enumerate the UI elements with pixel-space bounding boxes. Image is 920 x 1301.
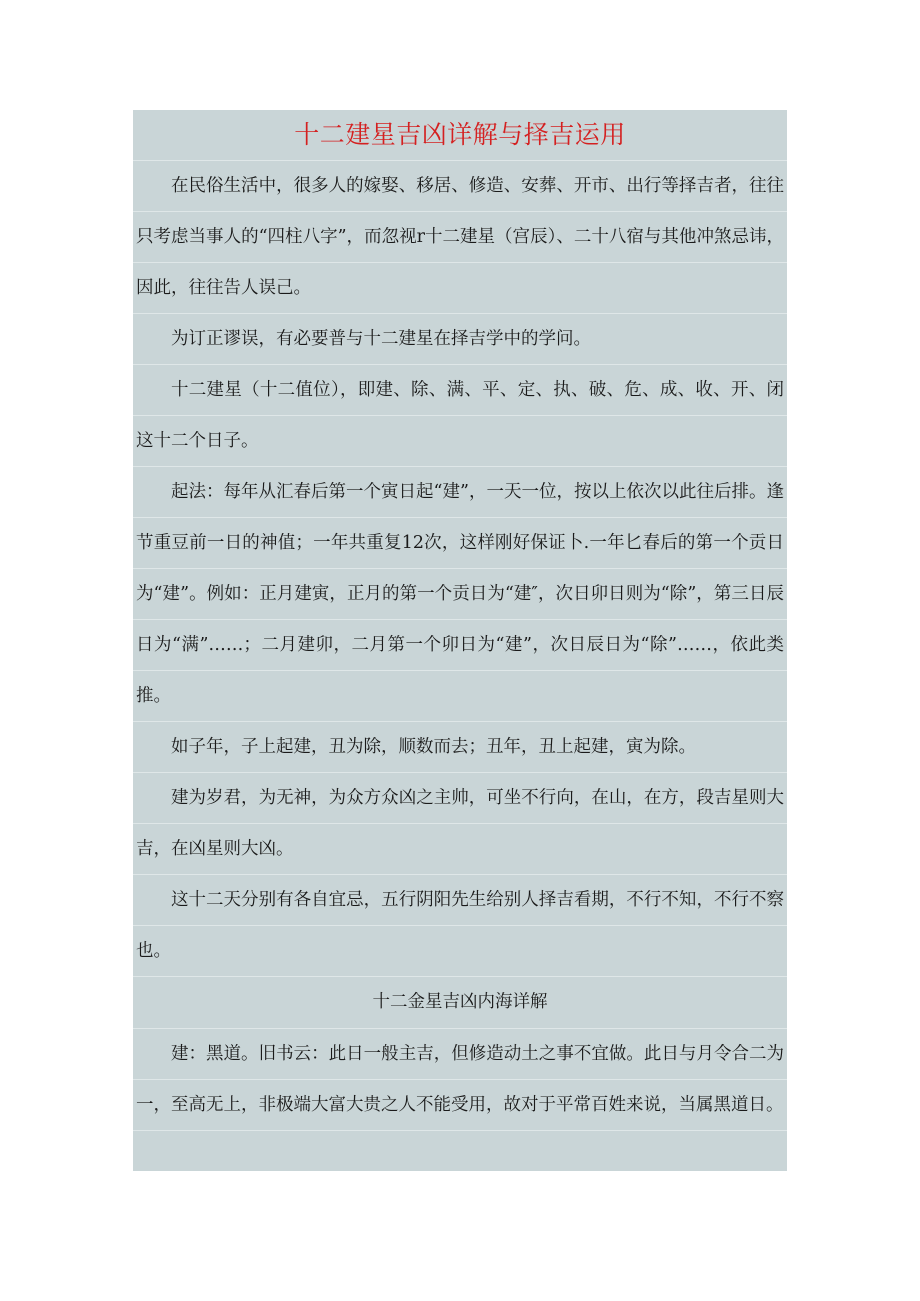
content-panel — [133, 110, 787, 1171]
paragraph-yiji: 这十二天分别有各自宜忌，五行阴阳先生给别人择吉看期，不行不知，不行不察也。 — [133, 875, 787, 977]
page-title: 十二建星吉凶详解与择吉运用 — [133, 110, 787, 161]
paragraph-correction: 为订正谬误，有必要普与十二建星在择吉学中的学问。 — [133, 314, 787, 365]
paragraph-intro: 在民俗生活中，很多人的嫁娶、移居、修造、安葬、开市、出行等择吉者，往往只考虑当事人的“四柱八字”，而忽视r十二建星（宫辰）、二十八宿与其他冲煞忌讳，因此，往往告人误己。 — [133, 161, 787, 314]
paragraph-jian-detail: 建：黑道。旧书云：此日一般主吉，但修造动土之事不宜做。此日与月令合二为一，至高无上，非极端大富大贵之人不能受用，故对于平常百姓来说，当属黑道日。 — [133, 1029, 787, 1131]
section-heading: 十二金星吉凶内海详解 — [133, 977, 787, 1029]
paragraph-method: 起法：每年从汇春后第一个寅日起“建”，一天一位，按以上依次以此往后排。逢节重豆前一日的神值；一年共重复12次，这样刚好保证卜.一年匕春后的第一个贡日为“建”。例如：正月建寅，正月的第一个贡日为“建″，次日卯日则为“除”，第三日辰日为“满”……；二月建卯，二月第一个卯日为“建”，次日辰日为“除”……，依此类推。 — [133, 467, 787, 722]
paragraph-jian: 建为岁君，为无神，为众方众凶之主帅，可坐不行向，在山，在方，段吉星则大吉，在凶星则大凶。 — [133, 773, 787, 875]
paragraph-definition: 十二建星（十二值位），即建、除、满、平、定、执、破、危、成、收、开、闭这十二个日子。 — [133, 365, 787, 467]
paragraph-example: 如子年，子上起建，丑为除，顺数而去；丑年，丑上起建，寅为除。 — [133, 722, 787, 773]
